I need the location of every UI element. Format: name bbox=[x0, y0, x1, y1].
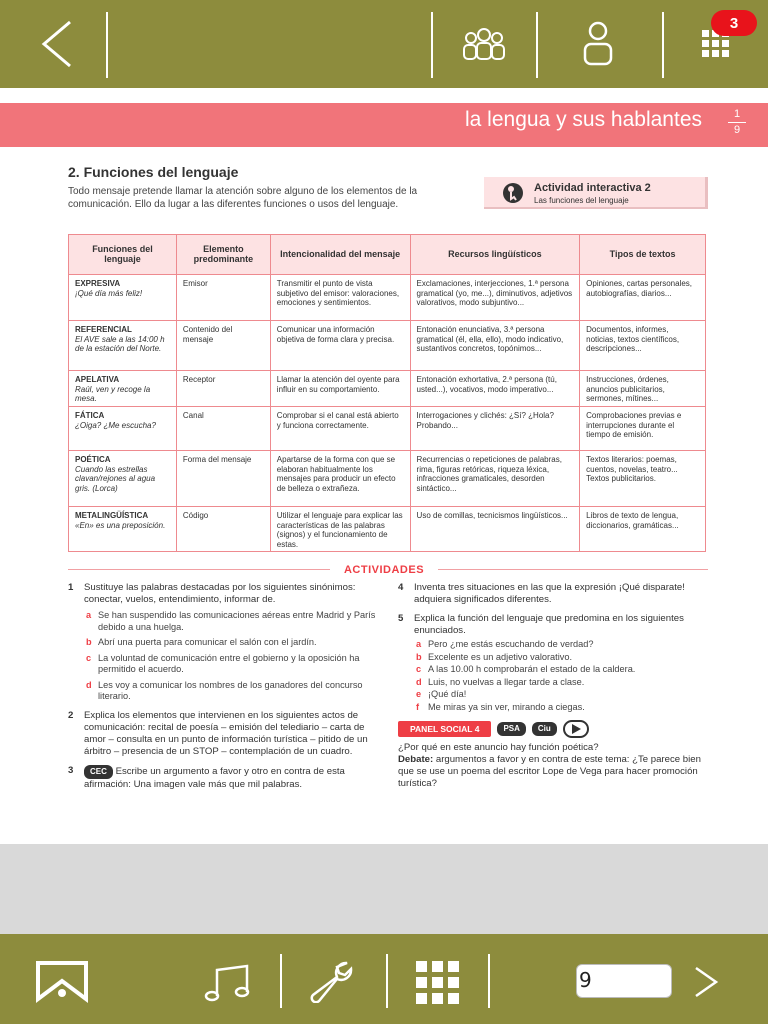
table-cell: Entonación exhortativa, 2.ª persona (tú, usted...), vocativos, modo imperativo... bbox=[410, 371, 580, 407]
table-cell: Opiniones, cartas personales, autobiografías, diarios... bbox=[580, 275, 706, 321]
question-text: Explica los elementos que intervienen en los siguientes actos de comunicación: recital de poesía – emisión del telediario – carta de amor – consulta en un punto de información turística – pitido de un árbitro – presencia de un STOP – contemplación de un cuadro. bbox=[84, 709, 368, 757]
back-button[interactable] bbox=[26, 0, 86, 88]
table-cell: Comprobaciones previas e interrupciones durante el tiempo de emisión. bbox=[580, 407, 706, 451]
item-text: Abrí una puerta para comunicar el salón con el jardín. bbox=[98, 637, 317, 647]
table-cell: Utilizar el lenguaje para explicar las características de las palabras (signos) y el funcionamiento de estas. bbox=[270, 507, 410, 552]
function-name: METALINGÜÍSTICA bbox=[75, 511, 149, 520]
table-cell: Transmitir el punto de vista subjetivo del emisor: valoraciones, emociones y sentimientos. bbox=[270, 275, 410, 321]
user-icon bbox=[582, 21, 614, 67]
list-item bbox=[414, 689, 708, 701]
question-text: Sustituye las palabras destacadas por los siguientes sinónimos: conectar, vuelos, entendimiento, informar de. bbox=[84, 582, 356, 605]
toolbar-divider bbox=[431, 12, 433, 78]
table-row bbox=[69, 275, 706, 321]
activity-icon bbox=[502, 182, 524, 204]
list-item bbox=[84, 637, 378, 649]
panel-question: ¿Por qué en este anuncio hay función poética? bbox=[398, 742, 599, 753]
grid-icon bbox=[416, 961, 460, 1005]
table-row bbox=[69, 407, 706, 451]
item-text: Les voy a comunicar los nombres de los ganadores del concurso literario. bbox=[98, 679, 363, 701]
list-item bbox=[84, 610, 378, 633]
item-text: La voluntad de comunicación entre el gobierno y la oposición ha permitido el acuerdo. bbox=[98, 652, 360, 674]
ciu-tag: Ciu bbox=[532, 722, 557, 736]
item-text: Se han suspendido las comunicaciones aéreas entre Madrid y París debido a una huelga. bbox=[98, 610, 376, 632]
group-button[interactable] bbox=[446, 0, 522, 88]
table-cell: Textos literarios: poemas, cuentos, novelas, teatro... Textos publicitarios. bbox=[580, 451, 706, 507]
item-text: Pero ¿me estás escuchando de verdad? bbox=[428, 639, 594, 649]
audio-button[interactable] bbox=[196, 960, 258, 1004]
question-5 bbox=[398, 613, 708, 713]
page-indicator bbox=[728, 108, 746, 137]
question-3 bbox=[68, 765, 378, 791]
music-note-icon bbox=[203, 962, 251, 1002]
item-letter: d bbox=[86, 679, 92, 690]
debate-text: argumentos a favor y en contra de este tema: ¿Te parece bien que se use un poema del escritor Lope de Vega para hacer promoción turística? bbox=[398, 754, 701, 789]
function-name: FÁTICA bbox=[75, 411, 105, 420]
activities-right-column bbox=[398, 582, 708, 790]
item-letter: a bbox=[416, 639, 422, 649]
function-name: APELATIVA bbox=[75, 375, 120, 384]
question-number: 5 bbox=[398, 613, 404, 624]
item-letter: b bbox=[86, 637, 92, 647]
bookmark-icon bbox=[34, 959, 90, 1003]
panel-social-label: PANEL SOCIAL 4 bbox=[398, 721, 491, 737]
item-text: A las 10.00 h comprobarán el estado de la caldera. bbox=[428, 664, 636, 674]
item-text: Luis, no vuelvas a llegar tarde a clase. bbox=[428, 676, 585, 687]
table-cell: Interrogaciones y clichés: ¿Sí? ¿Hola? Probando... bbox=[410, 407, 580, 451]
function-example: Cuando las estrellas clavan/rejones al agua gris. (Lorca) bbox=[75, 464, 156, 493]
activity-subtitle: Las funciones del lenguaje bbox=[534, 196, 629, 205]
question-text: Inventa tres situaciones en las que la expresión ¡Qué disparate! adquiera significados diferentes. bbox=[414, 582, 685, 605]
table-row bbox=[69, 371, 706, 407]
table-cell: Emisor bbox=[176, 275, 270, 321]
table-cell bbox=[69, 407, 177, 451]
table-cell: Canal bbox=[176, 407, 270, 451]
top-toolbar bbox=[0, 0, 768, 88]
table-row bbox=[69, 507, 706, 552]
table-cell: Exclamaciones, interjecciones, 1.ª persona gramatical (yo, me...), diminutivos, adjetivos valorativos, modo subjuntivo... bbox=[410, 275, 580, 321]
question-text: Escribe un argumento a favor y otro en contra de esta afirmación: Una imagen vale más que mil palabras. bbox=[84, 765, 345, 790]
table-cell: Recurrencias o repeticiones de palabras, rima, figuras retóricas, riqueza léxica, infracciones gramaticales, desorden sintáctico... bbox=[410, 451, 580, 507]
toolbar-divider bbox=[662, 12, 664, 78]
table-cell: Entonación enunciativa, 3.ª persona gramatical (él, ella, ello), modo indicativo, sustantivos concretos, topónimos... bbox=[410, 321, 580, 371]
toolbar-divider bbox=[106, 12, 108, 78]
table-cell bbox=[69, 275, 177, 321]
table-row bbox=[69, 321, 706, 371]
page-number-input[interactable]: 9 bbox=[576, 964, 672, 998]
psa-tag: PSA bbox=[497, 722, 525, 736]
toolbar-divider bbox=[536, 12, 538, 78]
table-row bbox=[69, 451, 706, 507]
table-cell: Código bbox=[176, 507, 270, 552]
functions-table bbox=[68, 234, 706, 552]
book-page bbox=[0, 88, 768, 844]
notification-badge[interactable]: 3 bbox=[711, 10, 757, 36]
question-text: Explica la función del lenguaje que predomina en los siguientes enunciados. bbox=[414, 613, 684, 636]
list-item bbox=[84, 653, 378, 676]
chevron-right-icon bbox=[692, 964, 720, 1000]
list-item bbox=[414, 702, 708, 714]
wrench-icon bbox=[307, 959, 359, 1003]
page-number: 1 bbox=[733, 108, 741, 120]
item-letter: f bbox=[416, 701, 420, 712]
list-item bbox=[414, 639, 708, 651]
table-cell bbox=[69, 507, 177, 552]
users-icon bbox=[461, 26, 507, 62]
table-cell: Comprobar si el canal está abierto y funciona correctamente. bbox=[270, 407, 410, 451]
question-number: 1 bbox=[68, 582, 74, 593]
item-letter: c bbox=[416, 664, 422, 674]
cec-tag: CEC bbox=[84, 765, 113, 779]
pages-grid-button[interactable] bbox=[408, 958, 468, 1008]
panel-debate bbox=[398, 754, 708, 790]
question-number: 2 bbox=[68, 709, 74, 721]
function-example: «En» es una preposición. bbox=[75, 520, 166, 530]
table-header-row bbox=[69, 235, 706, 275]
list-item bbox=[84, 680, 378, 703]
bottom-toolbar bbox=[0, 934, 768, 1024]
function-example: Raúl, ven y recoge la mesa. bbox=[75, 384, 151, 404]
toolbar-divider bbox=[280, 954, 282, 1008]
question-number: 4 bbox=[398, 582, 404, 593]
table-header: Recursos lingüísticos bbox=[410, 235, 580, 275]
function-example: ¿Oiga? ¿Me escucha? bbox=[75, 420, 156, 430]
toolbar-divider bbox=[488, 954, 490, 1008]
next-page-button[interactable] bbox=[686, 962, 726, 1002]
table-header: Elemento predominante bbox=[176, 235, 270, 275]
function-example: ¡Qué día más feliz! bbox=[75, 288, 143, 298]
play-icon bbox=[571, 724, 581, 734]
function-name: POÉTICA bbox=[75, 455, 111, 464]
table-header: Funciones del lenguaje bbox=[69, 235, 177, 275]
table-cell: Llamar la atención del oyente para influir en su comportamiento. bbox=[270, 371, 410, 407]
table-header: Intencionalidad del mensaje bbox=[270, 235, 410, 275]
question-2 bbox=[68, 710, 378, 758]
table-cell: Contenido del mensaje bbox=[176, 321, 270, 371]
interactive-activity-link[interactable] bbox=[484, 177, 708, 209]
table-cell: Forma del mensaje bbox=[176, 451, 270, 507]
chevron-left-icon bbox=[38, 18, 74, 70]
intro-text: Todo mensaje pretende llamar la atención sobre alguno de los elementos de la comunicación. Ello da lugar a las diferentes funciones o usos del lenguaje. bbox=[68, 186, 418, 210]
item-letter: c bbox=[86, 652, 92, 663]
user-button[interactable] bbox=[560, 0, 636, 88]
table-cell: Receptor bbox=[176, 371, 270, 407]
table-cell: Instrucciones, órdenes, anuncios publicitarios, sermones, mítines... bbox=[580, 371, 706, 407]
bookmark-button[interactable] bbox=[30, 958, 94, 1004]
table-cell bbox=[69, 451, 177, 507]
table-cell bbox=[69, 321, 177, 371]
table-cell: Uso de comillas, tecnicismos lingüísticos... bbox=[410, 507, 580, 552]
chapter-title: la lengua y sus hablantes bbox=[465, 108, 702, 131]
table-cell bbox=[69, 371, 177, 407]
table-cell: Apartarse de la forma con que se elaboran habitualmente los mensajes para producir un efecto de belleza o extrañeza. bbox=[270, 451, 410, 507]
list-item bbox=[414, 664, 708, 676]
table-cell: Documentos, informes, noticias, textos científicos, descripciones... bbox=[580, 321, 706, 371]
debate-label: Debate: bbox=[398, 754, 434, 765]
function-name: EXPRESIVA bbox=[75, 279, 121, 288]
question-number: 3 bbox=[68, 764, 74, 776]
item-letter: a bbox=[86, 610, 92, 620]
list-item bbox=[414, 652, 708, 664]
item-text: ¡Qué día! bbox=[428, 689, 467, 699]
question-1 bbox=[68, 582, 378, 703]
function-name: REFERENCIAL bbox=[75, 325, 132, 334]
activities-heading: ACTIVIDADES bbox=[343, 564, 425, 576]
section-title: 2. Funciones del lenguaje bbox=[68, 164, 239, 180]
activities-left-column bbox=[68, 582, 378, 798]
list-item bbox=[414, 677, 708, 689]
table-header: Tipos de textos bbox=[580, 235, 706, 275]
panel-social-row bbox=[398, 720, 708, 738]
item-letter: b bbox=[416, 651, 422, 662]
activity-title: Actividad interactiva 2 bbox=[534, 182, 651, 194]
item-text: Me miras ya sin ver, mirando a ciegas. bbox=[428, 701, 585, 712]
play-video-button[interactable] bbox=[563, 720, 589, 738]
table-cell: Comunicar una información objetiva de forma clara y precisa. bbox=[270, 321, 410, 371]
page-total: 9 bbox=[733, 124, 741, 136]
item-letter: e bbox=[416, 689, 422, 699]
item-letter: d bbox=[416, 676, 422, 687]
question-4 bbox=[398, 582, 708, 606]
toolbar-divider bbox=[386, 954, 388, 1008]
divider bbox=[438, 569, 708, 570]
table-cell: Libros de texto de lengua, diccionarios, gramáticas... bbox=[580, 507, 706, 552]
item-text: Excelente es un adjetivo valorativo. bbox=[428, 651, 573, 662]
function-example: El AVE sale a las 14:00 h de la estación del Norte. bbox=[75, 334, 165, 354]
tools-button[interactable] bbox=[300, 958, 366, 1004]
